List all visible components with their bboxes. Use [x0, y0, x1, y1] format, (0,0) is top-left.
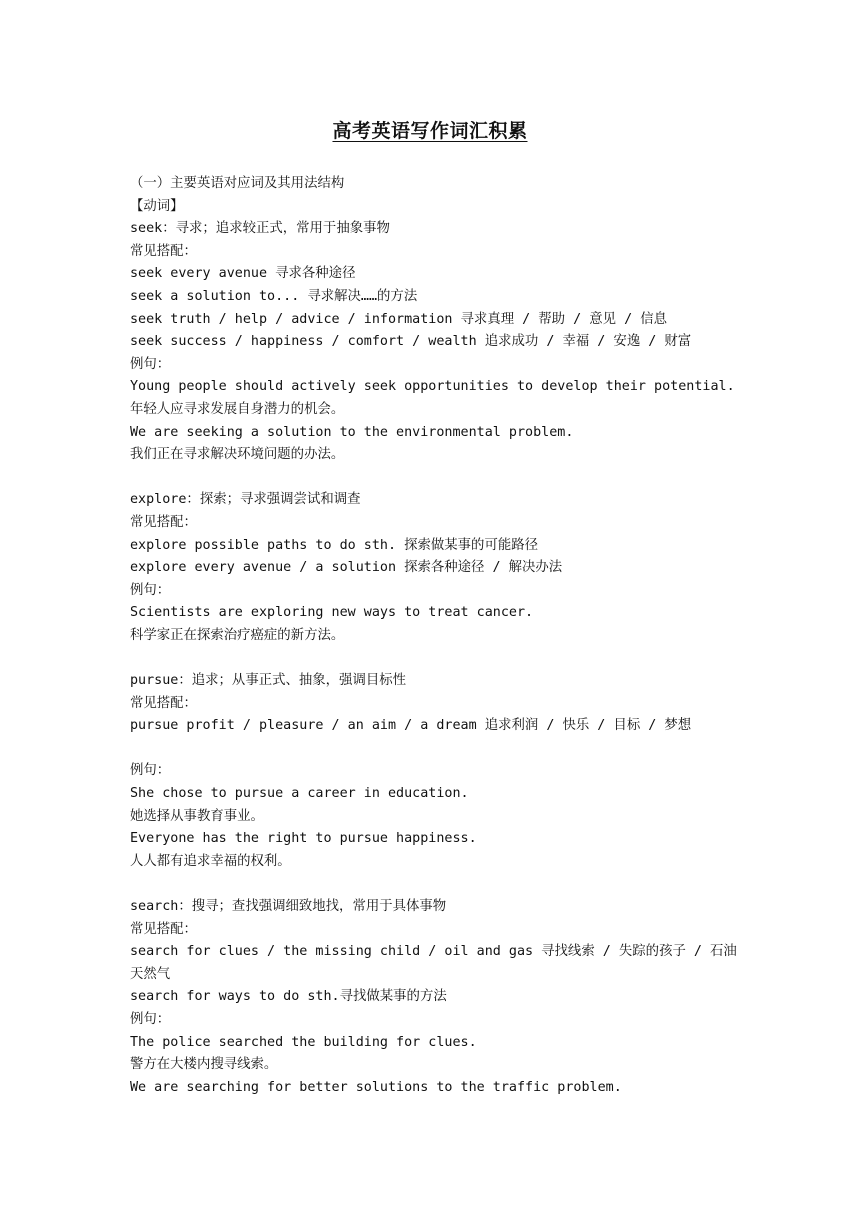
text-line: 例句：: [130, 582, 171, 598]
text-line: 常见搭配：: [130, 695, 197, 711]
text-line: 【动词】: [130, 198, 184, 214]
text-line: explore：探索；寻求强调尝试和调查: [130, 492, 361, 508]
text-line: 天然气: [130, 966, 171, 982]
text-line: 人人都有追求幸福的权利。: [130, 853, 291, 869]
text-line: 我们正在寻求解决环境问题的办法。: [130, 447, 345, 463]
text-line: search for ways to do sth.寻找做某事的方法: [130, 989, 447, 1005]
text-line: Scientists are exploring new ways to treat cancer.: [130, 605, 534, 621]
text-line: We are seeking a solution to the environmental problem.: [130, 424, 574, 440]
text-line: pursue profit / pleasure / an aim / a dream 追求利润 / 快乐 / 目标 / 梦想: [130, 718, 692, 734]
text-line: 常见搭配：: [130, 514, 197, 530]
text-line: seek：寻求；追求较正式，常用于抽象事物: [130, 221, 390, 237]
text-line: Young people should actively seek opportunities to develop their potential.: [130, 379, 735, 395]
text-line: The police searched the building for clues.: [130, 1034, 477, 1050]
text-line: seek truth / help / advice / information 寻求真理 / 帮助 / 意见 / 信息: [130, 311, 667, 327]
text-line: 例句：: [130, 1011, 171, 1027]
text-line: Everyone has the right to pursue happiness.: [130, 831, 477, 847]
blank-line: [130, 738, 740, 761]
text-line: （一）主要英语对应词及其用法结构: [130, 176, 345, 191]
text-line: pursue：追求；从事正式、抽象，强调目标性: [130, 673, 407, 689]
text-line: 科学家正在探索治疗癌症的新方法。: [130, 627, 345, 643]
text-line: explore possible paths to do sth. 探索做某事的可能路径: [130, 537, 539, 553]
text-line: seek success / happiness / comfort / wealth 追求成功 / 幸福 / 安逸 / 财富: [130, 334, 692, 350]
text-line: 常见搭配：: [130, 243, 197, 259]
text-line: 她选择从事教育事业。: [130, 808, 264, 824]
text-line: seek every avenue 寻求各种途径: [130, 266, 356, 282]
text-line: search：搜寻；查找强调细致地找，常用于具体事物: [130, 899, 447, 914]
blank-line: [130, 467, 740, 490]
text-line: seek a solution to... 寻求解决……的方法: [130, 288, 418, 304]
text-line: 例句：: [130, 763, 171, 779]
blank-line: [130, 647, 740, 670]
text-line: explore every avenue / a solution 探索各种途径 / 解决办法: [130, 560, 563, 576]
document-title: 高考英语写作词汇积累: [332, 120, 528, 142]
text-line: search for clues / the missing child / oil and gas 寻找线索 / 失踪的孩子 / 石油: [130, 944, 737, 960]
text-line: 例句：: [130, 356, 171, 372]
text-line: 警方在大楼内搜寻线索。: [130, 1057, 278, 1073]
blank-line: [130, 873, 740, 896]
text-line: 常见搭配：: [130, 921, 197, 937]
document-body: [130, 173, 740, 1099]
text-line: 年轻人应寻求发展自身潜力的机会。: [130, 401, 345, 417]
text-line: We are searching for better solutions to the traffic problem.: [130, 1079, 622, 1095]
text-line: She chose to pursue a career in education.: [130, 786, 469, 802]
